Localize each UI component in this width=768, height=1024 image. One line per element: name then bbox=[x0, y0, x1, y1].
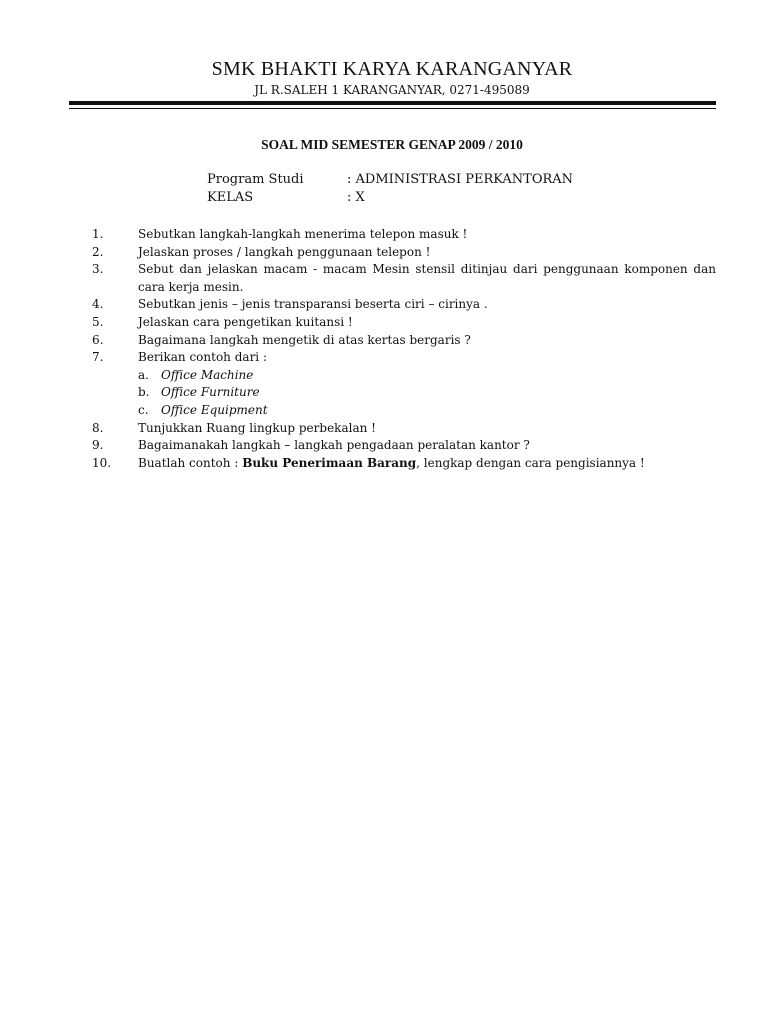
question-text: Tunjukkan Ruang lingkup perbekalan ! bbox=[138, 420, 376, 435]
question-number: 6. bbox=[92, 332, 104, 347]
question-text-part: , lengkap dengan cara pengisiannya ! bbox=[416, 455, 645, 470]
question-number: 10. bbox=[92, 455, 112, 470]
question-item bbox=[92, 244, 716, 262]
question-number: 7. bbox=[92, 350, 104, 365]
question-text: Sebut dan jelaskan macam - macam Mesin stensil ditinjau dari penggunaan komponen dan cara kerja mesin. bbox=[138, 262, 716, 294]
program-value: : ADMINISTRASI PERKANTORAN bbox=[347, 172, 574, 187]
kelas-label: KELAS bbox=[207, 190, 254, 205]
question-text-part: Buatlah contoh : bbox=[138, 455, 243, 470]
sub-text: Office Furniture bbox=[161, 385, 260, 400]
question-item bbox=[92, 314, 716, 332]
header-rule-thick bbox=[69, 101, 716, 105]
question-item bbox=[92, 296, 716, 314]
question-number: 3. bbox=[92, 262, 104, 277]
program-label: Program Studi bbox=[207, 172, 304, 187]
question-item bbox=[92, 437, 716, 455]
question-text-bold: Buku Penerimaan Barang bbox=[242, 455, 417, 470]
question-number: 4. bbox=[92, 297, 104, 312]
question-number: 5. bbox=[92, 314, 104, 329]
question-text: Jelaskan proses / langkah penggunaan telepon ! bbox=[138, 244, 431, 259]
question-item bbox=[92, 226, 716, 244]
school-address: JL R.SALEH 1 KARANGANYAR, 0271-495089 bbox=[254, 83, 530, 97]
header-rule-thin bbox=[69, 108, 716, 109]
question-text: Jelaskan cara pengetikan kuitansi ! bbox=[138, 314, 353, 329]
sub-letter: b. bbox=[138, 385, 150, 400]
sub-letter: c. bbox=[138, 402, 149, 417]
question-text: Sebutkan jenis – jenis transparansi beserta ciri – cirinya . bbox=[138, 297, 488, 312]
question-list bbox=[92, 226, 716, 472]
sub-letter: a. bbox=[138, 367, 149, 382]
sub-item bbox=[138, 367, 716, 385]
question-item bbox=[92, 455, 716, 473]
question-text: Bagaimanakah langkah – langkah pengadaan peralatan kantor ? bbox=[138, 438, 530, 453]
question-text bbox=[138, 455, 716, 473]
kelas-value: : X bbox=[347, 190, 365, 205]
question-number: 9. bbox=[92, 438, 104, 453]
question-text: Berikan contoh dari : bbox=[138, 350, 267, 365]
sub-item bbox=[138, 402, 716, 420]
school-name: SMK BHAKTI KARYA KARANGANYAR bbox=[211, 58, 573, 80]
question-number: 8. bbox=[92, 420, 104, 435]
question-text: Sebutkan langkah-langkah menerima telepon masuk ! bbox=[138, 227, 468, 241]
exam-title: SOAL MID SEMESTER GENAP 2009 / 2010 bbox=[261, 137, 523, 152]
question-item bbox=[92, 420, 716, 438]
question-item bbox=[92, 261, 716, 296]
question-item bbox=[92, 349, 716, 419]
question-text: Bagaimana langkah mengetik di atas kertas bergaris ? bbox=[138, 332, 471, 347]
question-item bbox=[92, 332, 716, 350]
question-number: 1. bbox=[92, 227, 104, 241]
question-number: 2. bbox=[92, 244, 104, 259]
sub-text: Office Equipment bbox=[161, 402, 268, 417]
sub-item bbox=[138, 384, 716, 402]
sub-text: Office Machine bbox=[161, 367, 254, 382]
